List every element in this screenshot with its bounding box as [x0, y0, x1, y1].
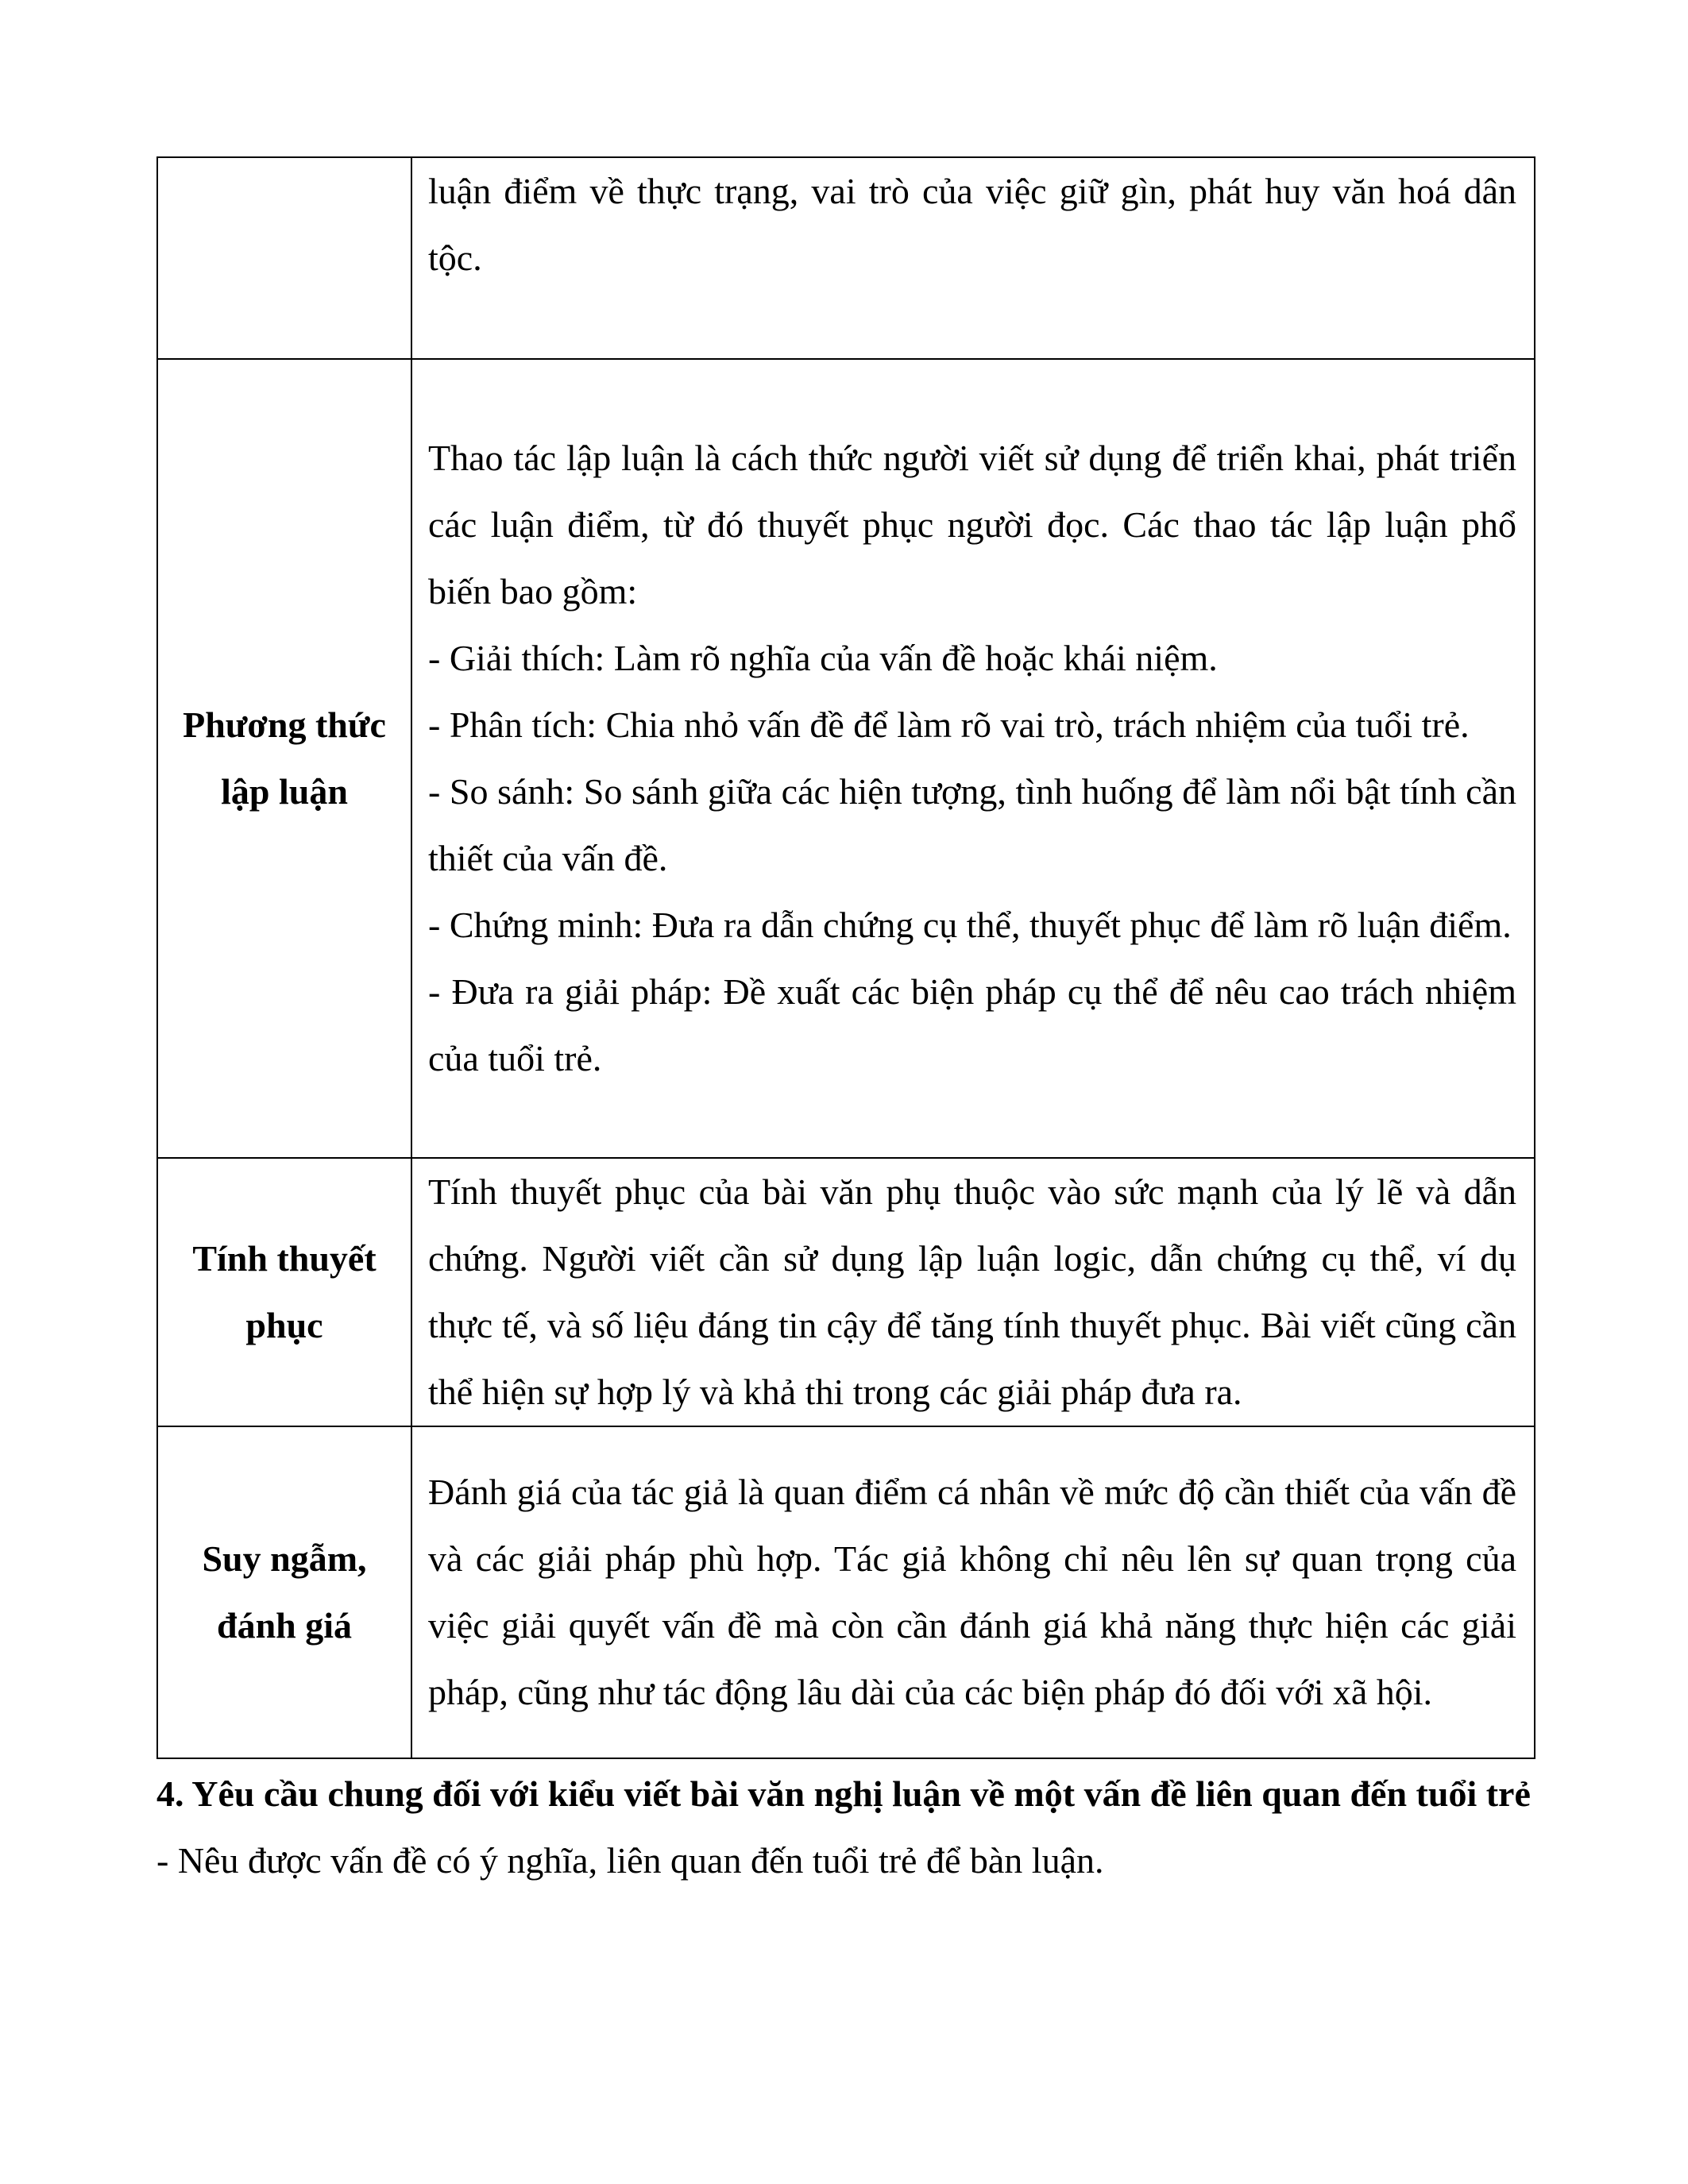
section-heading: 4. Yêu cầu chung đối với kiểu viết bài văn nghị luận về một vấn đề liên quan đến tuổi trẻ — [156, 1773, 1531, 1814]
table-row — [157, 359, 1535, 1158]
cell-paragraph: - Chứng minh: Đưa ra dẫn chứng cụ thể, thuyết phục để làm rõ luận điểm. — [428, 905, 1512, 945]
row-label-cell — [157, 1158, 411, 1426]
row-label-cell — [157, 157, 411, 359]
cell-paragraph: - Phân tích: Chia nhỏ vấn đề để làm rõ vai trò, trách nhiệm của tuổi trẻ. — [428, 704, 1470, 745]
bullet-item: - Nêu được vấn đề có ý nghĩa, liên quan đến tuổi trẻ để bàn luận. — [156, 1840, 1104, 1881]
table-row — [157, 1426, 1535, 1758]
cell-paragraph: - Giải thích: Làm rõ nghĩa của vấn đề hoặc khái niệm. — [428, 638, 1218, 678]
cell-paragraph: Thao tác lập luận là cách thức người viết sử dụng để triển khai, phát triển các luận điểm, từ đó thuyết phục người đọc. Các thao tác lập luận phổ biến bao gồm: — [428, 438, 1516, 612]
table-row — [157, 157, 1535, 359]
row-body-cell — [411, 359, 1535, 1158]
cell-paragraph: Tính thuyết phục của bài văn phụ thuộc vào sức mạnh của lý lẽ và dẫn chứng. Người viết cần sử dụng lập luận logic, dẫn chứng cụ thể, ví dụ thực tế, và số liệu đáng tin cậy để tăng tính thuyết phục. Bài viết cũng cần thể hiện sự hợp lý và khả thi trong các giải pháp đưa ra. — [428, 1171, 1516, 1412]
row-body-cell — [411, 1426, 1535, 1758]
row-label: Phương thức lập luận — [183, 704, 386, 812]
row-body-cell — [411, 157, 1535, 359]
row-label: Suy ngẫm, đánh giá — [202, 1538, 367, 1646]
row-label: Tính thuyết phục — [192, 1238, 377, 1345]
row-label-cell — [157, 1426, 411, 1758]
table-row — [157, 1158, 1535, 1426]
summary-table — [156, 156, 1535, 1759]
cell-paragraph: Đánh giá của tác giả là quan điểm cá nhân về mức độ cần thiết của vấn đề và các giải pháp phù hợp. Tác giả không chỉ nêu lên sự quan trọng của việc giải quyết vấn đề mà còn cần đánh giá khả năng thực hiện các giải pháp, cũng như tác động lâu dài của các biện pháp đó đối với xã hội. — [428, 1472, 1516, 1712]
document-page — [156, 156, 1535, 1894]
cell-paragraph: luận điểm về thực trạng, vai trò của việc giữ gìn, phát huy văn hoá dân tộc. — [428, 171, 1516, 278]
row-body-cell — [411, 1158, 1535, 1426]
row-label-cell — [157, 359, 411, 1158]
cell-paragraph: - So sánh: So sánh giữa các hiện tượng, tình huống để làm nổi bật tính cần thiết của vấn đề. — [428, 771, 1516, 878]
cell-paragraph: - Đưa ra giải pháp: Đề xuất các biện pháp cụ thể để nêu cao trách nhiệm của tuổi trẻ. — [428, 971, 1516, 1078]
